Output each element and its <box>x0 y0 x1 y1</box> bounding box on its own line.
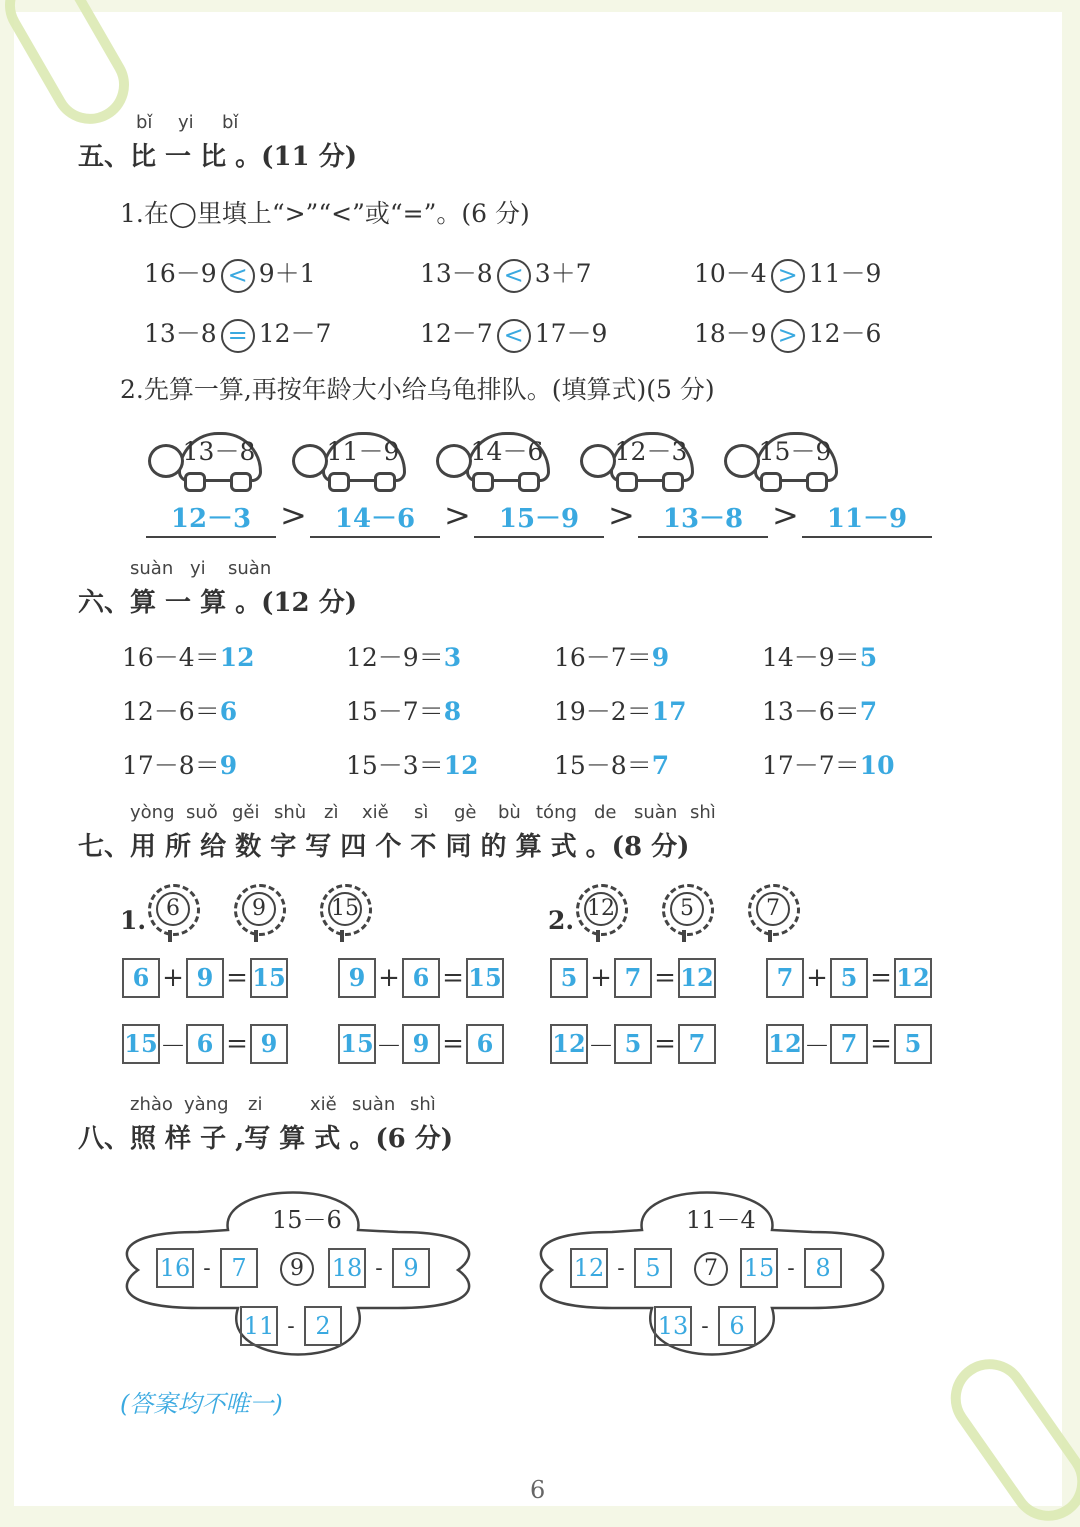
compare-left: 13－8 <box>420 259 493 288</box>
answer-box[interactable]: 6 <box>122 958 160 998</box>
calc-item: 16－7＝9 <box>554 643 670 672</box>
s7-pinyin: shì <box>690 802 716 823</box>
compare-circle[interactable]: = <box>221 319 255 353</box>
compare-circle[interactable]: > <box>771 259 805 293</box>
equation: 5 + 7 = 12 <box>550 958 716 998</box>
calc-item: 17－7＝10 <box>762 751 895 780</box>
greater-than-sign: > <box>444 496 471 534</box>
s8-pinyin: zhào <box>130 1094 173 1115</box>
s7-pinyin: bù <box>498 802 521 823</box>
s8-pinyin: yàng <box>184 1094 229 1115</box>
s8-pinyin: zi <box>248 1094 263 1115</box>
compare-item <box>694 314 881 353</box>
shape1-right: 18 - 9 <box>328 1248 430 1288</box>
greater-than-sign: > <box>772 496 799 534</box>
calc-answer[interactable]: 6 <box>219 697 238 726</box>
shape2-right: 15 - 8 <box>740 1248 842 1288</box>
turtle-icon <box>288 424 406 488</box>
answer-box[interactable]: 5 <box>634 1248 672 1288</box>
answer-box[interactable]: 15 <box>740 1248 778 1288</box>
order-blank-1[interactable]: 12－3 <box>146 498 276 538</box>
calc-answer[interactable]: 7 <box>859 697 878 726</box>
answer-box[interactable]: 7 <box>830 1024 868 1064</box>
calc-answer[interactable]: 10 <box>859 751 895 780</box>
answer-note: (答案均不唯一) <box>120 1390 283 1418</box>
section-6-title: 六、算 一 算 。(12 分) <box>78 588 357 618</box>
answer-box[interactable]: 5 <box>894 1024 932 1064</box>
compare-left: 18－9 <box>694 319 767 348</box>
turtle-label: 14－6 <box>470 437 544 466</box>
answer-box[interactable]: 7 <box>220 1248 258 1288</box>
shape2-bottom: 13 - 6 <box>654 1306 756 1346</box>
s8-pinyin: suàn <box>352 1094 396 1115</box>
compare-right: 9＋1 <box>258 259 316 288</box>
answer-box[interactable]: 18 <box>328 1248 366 1288</box>
page-number: 6 <box>530 1476 546 1504</box>
equation: 9 + 6 = 15 <box>338 958 504 998</box>
equation: 15－ 6 = 9 <box>122 1024 288 1064</box>
calc-item: 16－4＝12 <box>122 643 255 672</box>
s5-pinyin-2: yi <box>178 112 194 133</box>
turtle-label: 11－9 <box>326 437 400 466</box>
s7-pinyin: shù <box>274 802 307 823</box>
compare-right: 12－6 <box>808 319 882 348</box>
calc-item: 15－3＝12 <box>346 751 479 780</box>
s8-pinyin: xiě <box>310 1094 337 1115</box>
flower-icon <box>318 884 372 942</box>
calc-answer[interactable]: 5 <box>859 643 878 672</box>
compare-item <box>420 254 592 293</box>
flower-icon <box>146 884 200 942</box>
compare-left: 12－7 <box>420 319 493 348</box>
s7-group-2-label: 2. <box>548 906 575 935</box>
answer-box[interactable]: 12 <box>550 1024 588 1064</box>
equation: 12－ 5 = 7 <box>550 1024 716 1064</box>
flower-icon <box>660 884 714 942</box>
answer-box[interactable]: 16 <box>156 1248 194 1288</box>
calc-answer[interactable]: 17 <box>651 697 687 726</box>
calc-answer[interactable]: 3 <box>443 643 462 672</box>
equation: 15－ 9 = 6 <box>338 1024 504 1064</box>
equation: 7 + 5 = 12 <box>766 958 932 998</box>
answer-box[interactable]: 9 <box>338 958 376 998</box>
answer-box[interactable]: 6 <box>718 1306 756 1346</box>
s5-pinyin-3: bǐ <box>222 112 239 133</box>
compare-circle[interactable]: < <box>497 259 531 293</box>
turtle-icon <box>576 424 694 488</box>
shape1-top: 15－6 <box>272 1206 342 1234</box>
calc-item: 19－2＝17 <box>554 697 687 726</box>
answer-box[interactable]: 7 <box>678 1024 716 1064</box>
answer-box[interactable]: 15 <box>338 1024 376 1064</box>
compare-right: 11－9 <box>808 259 882 288</box>
turtle-icon <box>432 424 550 488</box>
s5-pinyin-1: bǐ <box>136 112 153 133</box>
compare-left: 16－9 <box>144 259 217 288</box>
calc-item: 15－7＝8 <box>346 697 462 726</box>
calc-item: 12－9＝3 <box>346 643 462 672</box>
s5-q1-instruction: 1.在◯里填上“>”“<”或“=”。(6 分) <box>120 199 530 228</box>
answer-box[interactable]: 5 <box>614 1024 652 1064</box>
s7-pinyin: sì <box>414 802 429 823</box>
answer-box[interactable]: 9 <box>402 1024 440 1064</box>
answer-box[interactable]: 5 <box>550 958 588 998</box>
answer-box[interactable]: 15 <box>122 1024 160 1064</box>
calc-answer[interactable]: 12 <box>443 751 479 780</box>
s5-q2-instruction: 2.先算一算,再按年龄大小给乌龟排队。(填算式)(5 分) <box>120 375 715 404</box>
calc-answer[interactable]: 8 <box>443 697 462 726</box>
s6-pinyin-2: yi <box>190 558 206 579</box>
order-blank-4[interactable]: 13－8 <box>638 498 768 538</box>
order-blank-3[interactable]: 15－9 <box>474 498 604 538</box>
flower-number: 5 <box>670 892 704 926</box>
answer-box[interactable]: 13 <box>654 1306 692 1346</box>
answer-box[interactable]: 9 <box>250 1024 288 1064</box>
compare-circle[interactable]: < <box>497 319 531 353</box>
compare-left: 10－4 <box>694 259 767 288</box>
calc-item: 13－6＝7 <box>762 697 878 726</box>
answer-box[interactable]: 12 <box>678 958 716 998</box>
flower-number: 9 <box>242 892 276 926</box>
calc-item: 12－6＝6 <box>122 697 238 726</box>
compare-circle[interactable]: > <box>771 319 805 353</box>
equation: 6 + 9 = 15 <box>122 958 288 998</box>
shape2-left: 12 - 5 <box>570 1248 672 1288</box>
calc-item: 17－8＝9 <box>122 751 238 780</box>
s7-pinyin: gè <box>454 802 477 823</box>
s7-pinyin: suǒ <box>186 802 218 823</box>
compare-circle[interactable]: < <box>221 259 255 293</box>
shape2-center: 7 <box>694 1252 728 1286</box>
greater-than-sign: > <box>608 496 635 534</box>
s7-pinyin: gěi <box>232 802 260 823</box>
compare-right: 12－7 <box>258 319 332 348</box>
section-5-title: 五、比 一 比 。(11 分) <box>78 142 357 172</box>
answer-box[interactable]: 11 <box>240 1306 278 1346</box>
turtle-label: 12－3 <box>614 437 688 466</box>
s6-pinyin-1: suàn <box>130 558 174 579</box>
answer-box[interactable]: 12 <box>766 1024 804 1064</box>
answer-box[interactable]: 6 <box>466 1024 504 1064</box>
s7-group-1-label: 1. <box>120 906 147 935</box>
answer-box[interactable]: 15 <box>250 958 288 998</box>
flower-number: 12 <box>584 892 618 926</box>
answer-box[interactable]: 9 <box>186 958 224 998</box>
calc-item: 14－9＝5 <box>762 643 878 672</box>
s7-pinyin: suàn <box>634 802 678 823</box>
answer-box[interactable]: 7 <box>766 958 804 998</box>
shape2-top: 11－4 <box>686 1206 756 1234</box>
compare-right: 3＋7 <box>534 259 592 288</box>
flower-number: 7 <box>756 892 790 926</box>
flower-number: 6 <box>156 892 190 926</box>
calc-answer[interactable]: 9 <box>219 751 238 780</box>
section-7-title: 七、用 所 给 数 字 写 四 个 不 同 的 算 式 。(8 分) <box>78 832 690 862</box>
s6-pinyin-3: suàn <box>228 558 272 579</box>
s7-pinyin: yòng <box>130 802 175 823</box>
order-blank-5[interactable]: 11－9 <box>802 498 932 538</box>
compare-item <box>144 314 331 353</box>
compare-item <box>694 254 881 293</box>
greater-than-sign: > <box>280 496 307 534</box>
turtle-icon <box>720 424 838 488</box>
s7-pinyin: de <box>594 802 617 823</box>
answer-box[interactable]: 7 <box>614 958 652 998</box>
answer-box[interactable]: 8 <box>804 1248 842 1288</box>
flower-number: 15 <box>328 892 362 926</box>
compare-left: 13－8 <box>144 319 217 348</box>
order-blank-2[interactable]: 14－6 <box>310 498 440 538</box>
answer-box[interactable]: 12 <box>570 1248 608 1288</box>
shape1-bottom: 11 - 2 <box>240 1306 342 1346</box>
calc-answer[interactable]: 7 <box>651 751 670 780</box>
shape1-center: 9 <box>280 1252 314 1286</box>
calc-answer[interactable]: 12 <box>219 643 255 672</box>
calc-item: 15－8＝7 <box>554 751 670 780</box>
s7-pinyin: xiě <box>362 802 389 823</box>
equation: 12－ 7 = 5 <box>766 1024 932 1064</box>
calc-answer[interactable]: 9 <box>651 643 670 672</box>
s8-pinyin: shì <box>410 1094 436 1115</box>
compare-right: 17－9 <box>534 319 608 348</box>
answer-box[interactable]: 6 <box>402 958 440 998</box>
answer-box[interactable]: 2 <box>304 1306 342 1346</box>
turtle-label: 13－8 <box>182 437 256 466</box>
section-8-title: 八、照 样 子 ,写 算 式 。(6 分) <box>78 1124 454 1154</box>
answer-box[interactable]: 5 <box>830 958 868 998</box>
flower-icon <box>746 884 800 942</box>
turtle-label: 15－9 <box>758 437 832 466</box>
flower-icon <box>232 884 286 942</box>
compare-item <box>144 254 316 293</box>
compare-item <box>420 314 607 353</box>
answer-box[interactable]: 15 <box>466 958 504 998</box>
shape1-left: 16 - 7 <box>156 1248 258 1288</box>
answer-box[interactable]: 9 <box>392 1248 430 1288</box>
s7-pinyin: zì <box>324 802 339 823</box>
turtle-icon <box>144 424 262 488</box>
flower-icon <box>574 884 628 942</box>
s7-pinyin: tóng <box>536 802 577 823</box>
answer-box[interactable]: 12 <box>894 958 932 998</box>
answer-box[interactable]: 6 <box>186 1024 224 1064</box>
